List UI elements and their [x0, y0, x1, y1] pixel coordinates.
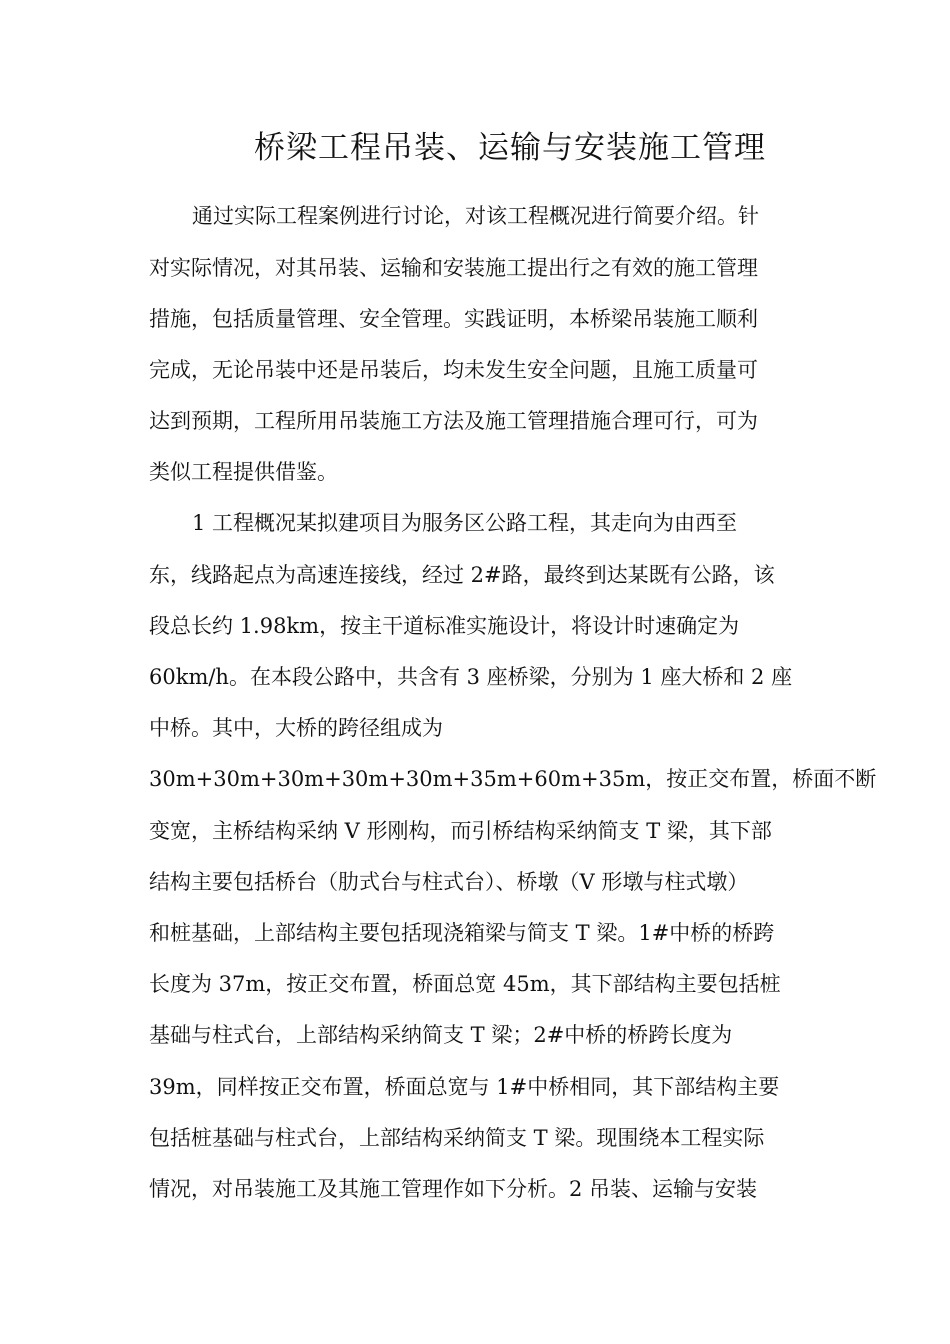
paragraph-1-line-2: 对实际情况，对其吊装、运输和安装施工提出行之有效的施工管理 [149, 256, 758, 280]
paragraph-2-line-1: 1 工程概况某拟建项目为服务区公路工程，其走向为由西至 [192, 511, 738, 535]
paragraph-2-line-3: 段总长约 1.98km，按主干道标准实施设计，将设计时速确定为 [149, 614, 740, 638]
paragraph-1-line-1: 通过实际工程案例进行讨论，对该工程概况进行简要介绍。针 [192, 204, 759, 228]
paragraph-2-line-4: 60km/h。在本段公路中，共含有 3 座桥梁，分别为 1 座大桥和 2 座 [149, 665, 793, 689]
paragraph-2-line-6: 30m+30m+30m+30m+30m+35m+60m+35m，按正交布置，桥面不断 [149, 767, 877, 791]
paragraph-1-line-4: 完成，无论吊装中还是吊装后，均未发生安全问题，且施工质量可 [149, 358, 758, 382]
paragraph-1-line-6: 类似工程提供借鉴。 [149, 460, 338, 484]
paragraph-2-line-12: 39m，同样按正交布置，桥面总宽与 1#中桥相同，其下部结构主要 [149, 1075, 780, 1099]
paragraph-2-line-11: 基础与柱式台，上部结构采纳简支 T 梁；2#中桥的桥跨长度为 [149, 1023, 733, 1047]
paragraph-2-line-7: 变宽，主桥结构采纳 V 形刚构，而引桥结构采纳简支 T 梁，其下部 [149, 819, 772, 843]
paragraph-1-line-3: 措施，包括质量管理、安全管理。实践证明，本桥梁吊装施工顺利 [149, 307, 758, 331]
paragraph-2-line-13: 包括桩基础与柱式台，上部结构采纳简支 T 梁。现围绕本工程实际 [149, 1126, 765, 1150]
paragraph-1-line-5: 达到预期，工程所用吊装施工方法及施工管理措施合理可行，可为 [149, 409, 758, 433]
paragraph-2-line-2: 东，线路起点为高速连接线，经过 2#路，最终到达某既有公路，该 [149, 563, 775, 587]
paragraph-2-line-8: 结构主要包括桥台（肋式台与柱式台）、桥墩（V 形墩与柱式墩） [149, 870, 749, 894]
document-title: 桥梁工程吊装、运输与安装施工管理 [254, 130, 766, 166]
paragraph-2-line-9: 和桩基础，上部结构主要包括现浇箱梁与简支 T 梁。1#中桥的桥跨 [149, 921, 775, 945]
paragraph-2-line-14: 情况，对吊装施工及其施工管理作如下分析。2 吊装、运输与安装 [149, 1177, 758, 1201]
paragraph-2-line-5: 中桥。其中，大桥的跨径组成为 [149, 716, 443, 740]
paragraph-2-line-10: 长度为 37m，按正交布置，桥面总宽 45m，其下部结构主要包括桩 [149, 972, 781, 996]
